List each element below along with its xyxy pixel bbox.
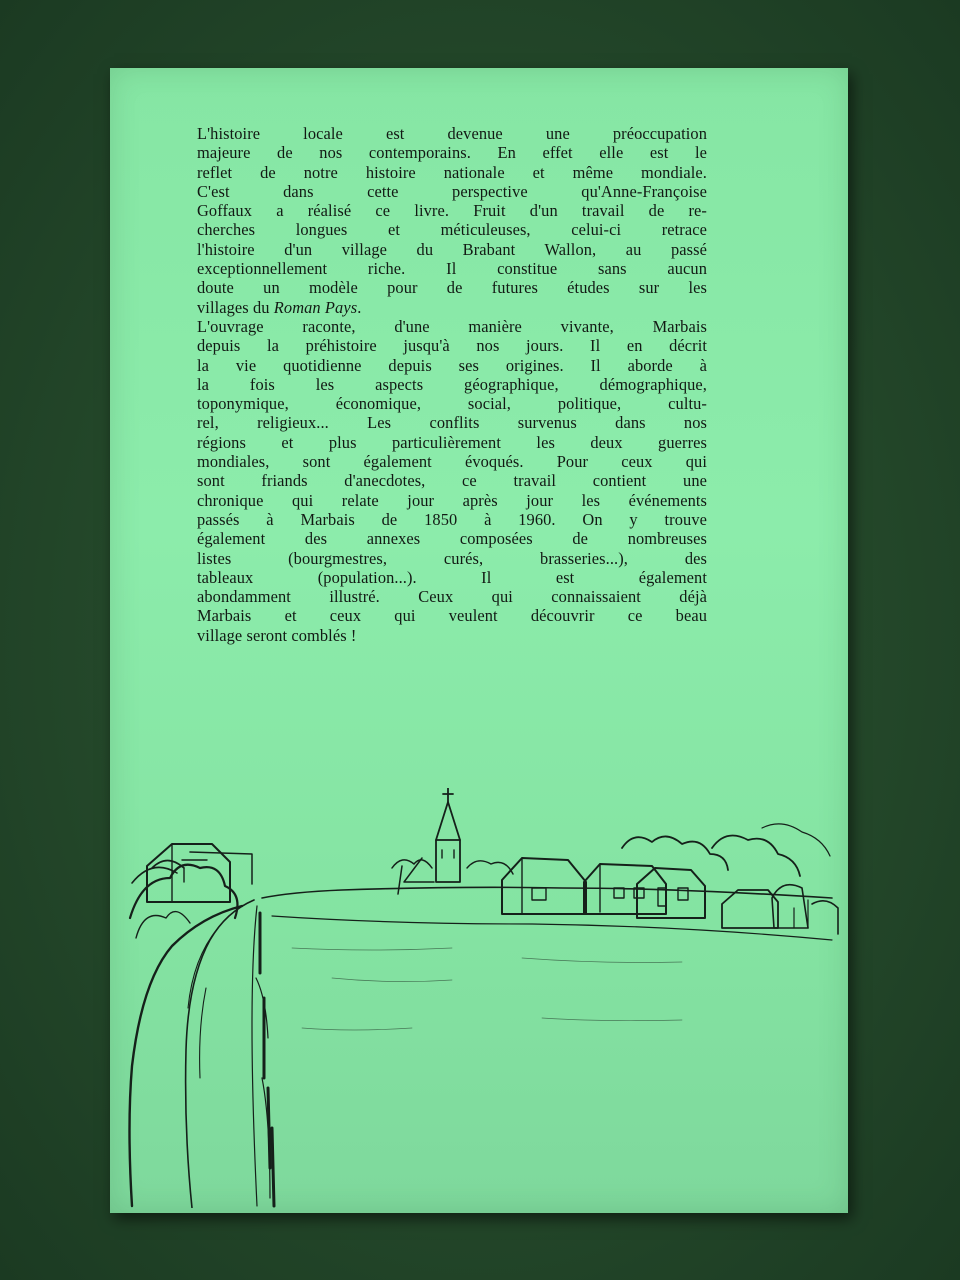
blurb-line: village seront comblés ! (197, 625, 357, 645)
roman-pays-italic: Roman Pays (273, 297, 358, 317)
blurb-line: régions et plus particulièrement les deux guerres (197, 432, 707, 452)
blurb-text: villages du (197, 297, 274, 317)
village-sketch-illustration (122, 788, 844, 1208)
blurb-line: depuis la préhistoire jusqu'à nos jours. Il en décrit (197, 336, 707, 356)
blurb-line: l'histoire d'un village du Brabant Wallon, au passé (197, 239, 707, 259)
blurb-line: majeure de nos contemporains. En effet elle est le (197, 143, 707, 163)
blurb-line: passés à Marbais de 1850 à 1960. On y trouve (197, 509, 707, 529)
blurb-line: abondamment illustré. Ceux qui connaissaient déjà (197, 587, 707, 607)
blurb-line: chronique qui relate jour après jour les événements (197, 490, 707, 510)
blurb-line: la vie quotidienne depuis ses origines. Il aborde à (197, 355, 707, 375)
blurb-line-roman-pays (197, 298, 707, 317)
blurb-line: rel, religieux... Les conflits survenus dans nos (197, 413, 707, 433)
blurb-line: également des annexes composées de nombreuses (197, 529, 707, 549)
blurb-text: . (357, 297, 362, 317)
blurb-line: listes (bourgmestres, curés, brasseries...), des (197, 548, 707, 568)
blurb-line: Marbais et ceux qui veulent découvrir ce beau (197, 606, 707, 626)
blurb-line: C'est dans cette perspective qu'Anne-Françoise (197, 181, 707, 201)
blurb-line: Goffaux a réalisé ce livre. Fruit d'un travail de re- (197, 201, 707, 221)
blurb-line: cherches longues et méticuleuses, celui-ci retrace (197, 220, 707, 240)
blurb-line: reflet de notre histoire nationale et même mondiale. (197, 162, 707, 182)
blurb-line: L'histoire locale est devenue une préoccupation (197, 124, 707, 143)
blurb-line: exceptionnellement riche. Il constitue sans aucun (197, 259, 707, 279)
blurb-line: doute un modèle pour de futures études sur les (197, 278, 707, 298)
blurb-line: toponymique, économique, social, politique, cultu- (197, 394, 707, 414)
blurb-line: la fois les aspects géographique, démographique, (197, 374, 707, 394)
back-cover-blurb (197, 124, 707, 645)
blurb-line: L'ouvrage raconte, d'une manière vivante, Marbais (197, 316, 707, 336)
blurb-line: tableaux (population...). Il est également (197, 567, 707, 587)
blurb-line: mondiales, sont également évoqués. Pour ceux qui (197, 452, 707, 472)
blurb-line: sont friands d'anecdotes, ce travail contient une (197, 471, 707, 491)
